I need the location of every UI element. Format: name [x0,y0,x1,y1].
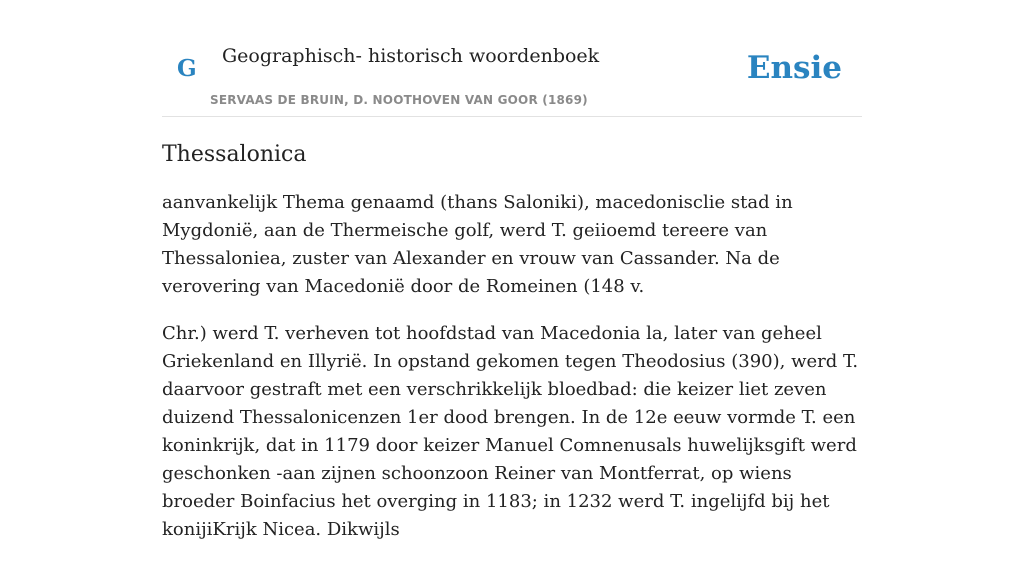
book-authors-year: SERVAAS DE BRUIN, D. NOOTHOVEN VAN GOOR (1869) [210,93,588,107]
entry-paragraph: aanvankelijk Thema genaamd (thans Saloniki), macedonisclie stad in Mygdonië, aan de Thermeische golf, werd T. geiioemd tereere van Thessaloniea, zuster van Alexander en vrouw van Cassander. Na de verovering van Macedonië door de Romeinen (148 v. [162,192,793,297]
book-logo[interactable]: G [177,55,197,82]
header [162,0,862,117]
entry-paragraph: Chr.) werd T. verheven tot hoofdstad van Macedonia la, later van geheel Griekenland en Illyrië. In opstand gekomen tegen Theodosius (390), werd T. daarvoor gestraft met een verschrikkelijk bloedbad: die keizer liet zeven duizend Thessalonicenzen 1er dood brengen. In de 12e eeuw vormde T. een koninkrijk, dat in 1179 door keizer Manuel Comnenusals huwelijksgift werd geschonken -aan zijnen schoonzoon Reiner van Montferrat, op wiens broeder Boinfacius het overging in 1183; in 1232 werd T. ingelijfd bij het konijiKrijk Nicea. Dikwijls [162,323,859,540]
brand-logo[interactable]: Ensie [746,50,842,86]
entry-title: Thessalonica [162,142,307,167]
entry-content [162,137,862,563]
book-title[interactable]: Geographisch- historisch woordenboek [222,45,600,67]
